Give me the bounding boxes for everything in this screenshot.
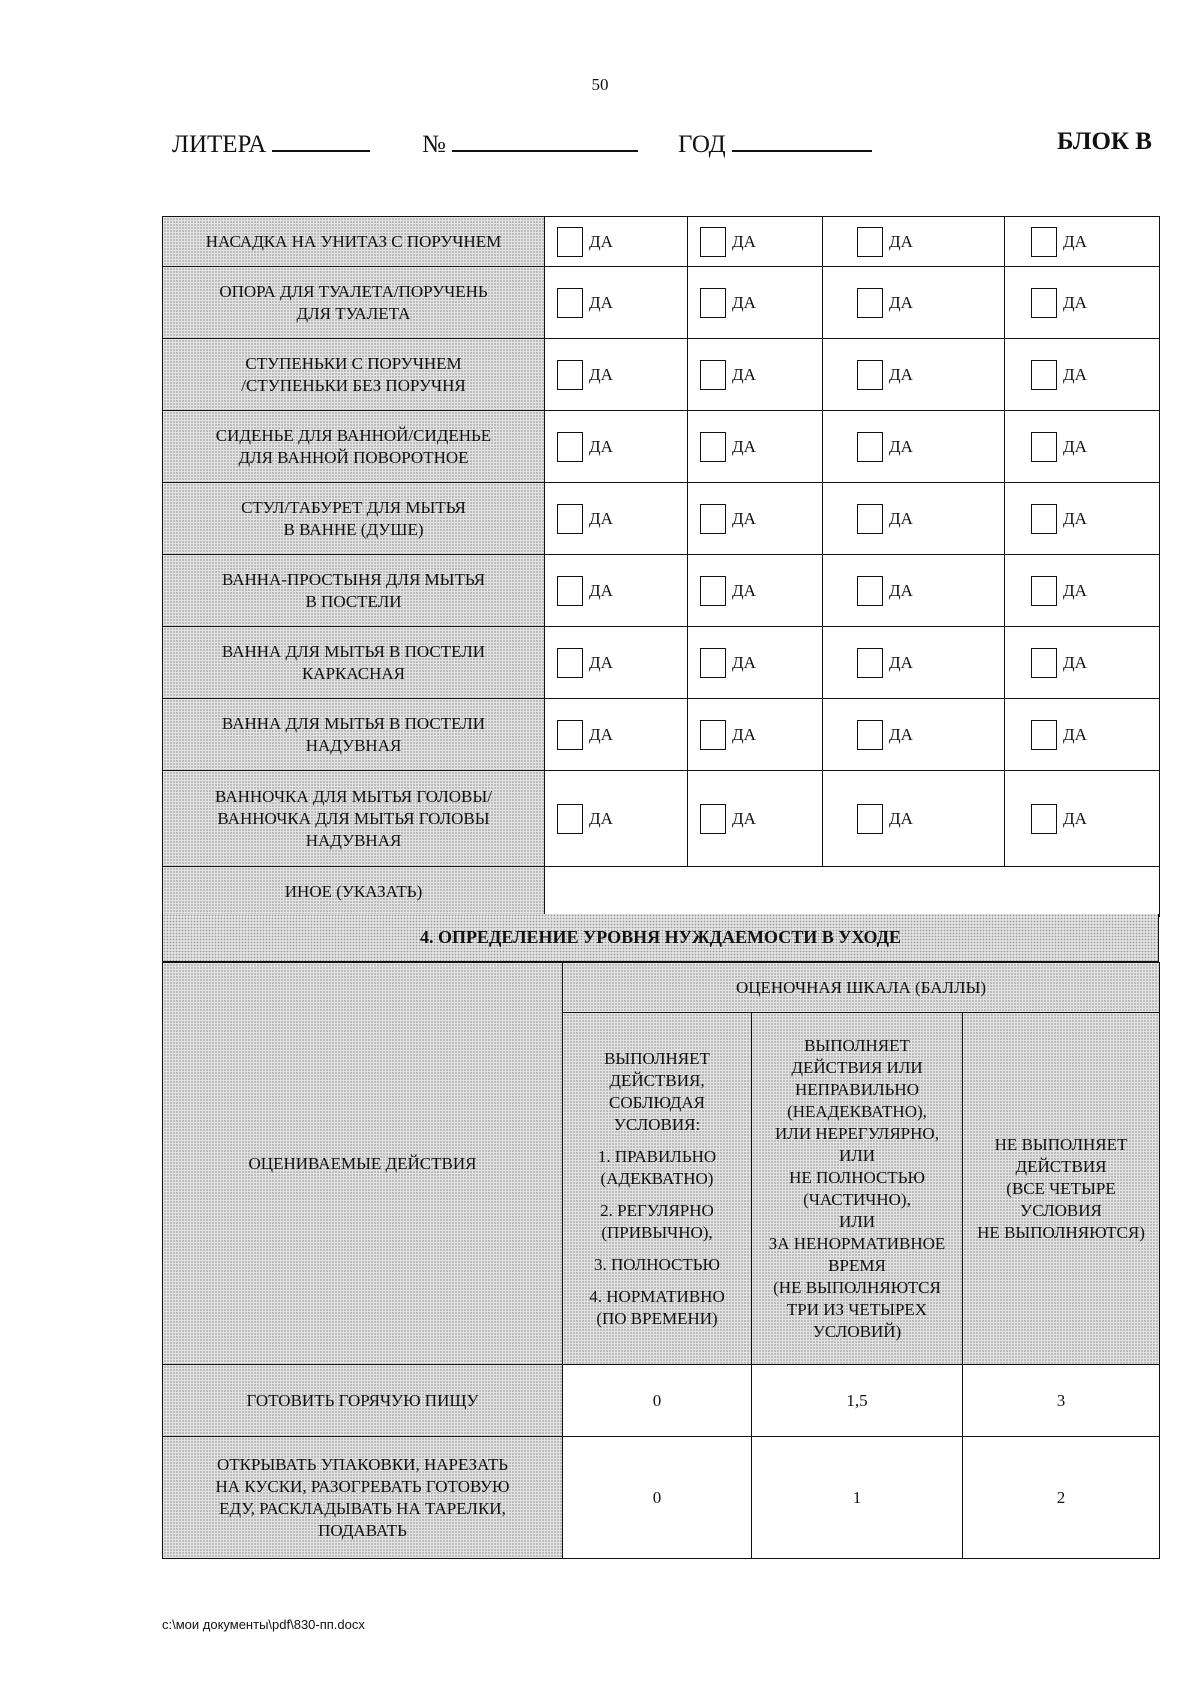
yes-checkbox[interactable] bbox=[700, 227, 726, 257]
aid-option-cell bbox=[545, 339, 688, 411]
aid-option-cell bbox=[1005, 483, 1160, 555]
scale-col-none: НЕ ВЫПОЛНЯЕТ ДЕЙСТВИЯ (ВСЕ ЧЕТЫРЕ УСЛОВИЯ НЕ ВЫПОЛНЯЮТСЯ) bbox=[963, 1013, 1160, 1365]
yes-option[interactable] bbox=[688, 648, 822, 678]
yes-option[interactable] bbox=[688, 804, 822, 834]
aid-row bbox=[163, 339, 1160, 411]
yes-label: ДА bbox=[889, 580, 913, 600]
yes-checkbox[interactable] bbox=[700, 288, 726, 318]
aid-row bbox=[163, 771, 1160, 867]
aid-row bbox=[163, 411, 1160, 483]
yes-label: ДА bbox=[589, 292, 613, 312]
yes-option[interactable] bbox=[823, 504, 1004, 534]
action-label: ГОТОВИТЬ ГОРЯЧУЮ ПИЩУ bbox=[163, 1365, 563, 1437]
aid-option-cell bbox=[545, 771, 688, 867]
yes-checkbox[interactable] bbox=[1031, 432, 1057, 462]
aid-option-cell bbox=[823, 627, 1005, 699]
year-field[interactable] bbox=[732, 128, 872, 152]
yes-option[interactable] bbox=[545, 576, 687, 606]
yes-option[interactable] bbox=[688, 288, 822, 318]
yes-label: ДА bbox=[589, 580, 613, 600]
yes-checkbox[interactable] bbox=[700, 432, 726, 462]
yes-label: ДА bbox=[1063, 231, 1087, 251]
aid-option-cell bbox=[1005, 699, 1160, 771]
yes-option[interactable] bbox=[823, 804, 1004, 834]
yes-option[interactable] bbox=[1005, 504, 1159, 534]
aid-option-cell bbox=[823, 339, 1005, 411]
yes-option[interactable] bbox=[688, 360, 822, 390]
yes-checkbox[interactable] bbox=[857, 288, 883, 318]
yes-checkbox[interactable] bbox=[700, 576, 726, 606]
yes-option[interactable] bbox=[1005, 288, 1159, 318]
yes-label: ДА bbox=[589, 724, 613, 744]
yes-option[interactable] bbox=[823, 288, 1004, 318]
yes-label: ДА bbox=[889, 724, 913, 744]
yes-option[interactable] bbox=[823, 576, 1004, 606]
yes-label: ДА bbox=[889, 652, 913, 672]
yes-label: ДА bbox=[732, 231, 756, 251]
yes-label: ДА bbox=[1063, 652, 1087, 672]
aid-option-cell bbox=[823, 267, 1005, 339]
yes-checkbox[interactable] bbox=[857, 648, 883, 678]
yes-checkbox[interactable] bbox=[1031, 227, 1057, 257]
aid-option-cell bbox=[545, 411, 688, 483]
aid-option-cell bbox=[823, 771, 1005, 867]
aid-option-cell bbox=[1005, 411, 1160, 483]
yes-checkbox[interactable] bbox=[857, 720, 883, 750]
condition-4: 4. НОРМАТИВНО (ПО ВРЕМЕНИ) bbox=[589, 1286, 725, 1328]
yes-checkbox[interactable] bbox=[557, 576, 583, 606]
aid-option-cell bbox=[823, 555, 1005, 627]
actions-header: ОЦЕНИВАЕМЫЕ ДЕЙСТВИЯ bbox=[163, 963, 563, 1365]
yes-option[interactable] bbox=[545, 720, 687, 750]
yes-label: ДА bbox=[732, 652, 756, 672]
yes-option[interactable] bbox=[545, 648, 687, 678]
yes-checkbox[interactable] bbox=[1031, 804, 1057, 834]
number-field[interactable] bbox=[452, 128, 638, 152]
yes-option[interactable] bbox=[1005, 576, 1159, 606]
yes-checkbox[interactable] bbox=[1031, 576, 1057, 606]
yes-option[interactable] bbox=[1005, 227, 1159, 257]
score-cell: 0 bbox=[563, 1437, 752, 1559]
col1-intro: ВЫПОЛНЯЕТ ДЕЙСТВИЯ, СОБЛЮДАЯ УСЛОВИЯ: bbox=[604, 1048, 710, 1134]
yes-option[interactable] bbox=[688, 576, 822, 606]
score-cell: 1 bbox=[752, 1437, 963, 1559]
yes-label: ДА bbox=[1063, 580, 1087, 600]
aid-option-cell bbox=[1005, 267, 1160, 339]
aid-option-cell bbox=[688, 699, 823, 771]
aid-option-cell bbox=[688, 411, 823, 483]
aid-option-cell bbox=[823, 699, 1005, 771]
aid-option-cell bbox=[545, 627, 688, 699]
aid-option-cell bbox=[1005, 217, 1160, 267]
yes-option[interactable] bbox=[545, 504, 687, 534]
yes-checkbox[interactable] bbox=[557, 227, 583, 257]
yes-checkbox[interactable] bbox=[857, 804, 883, 834]
condition-1: 1. ПРАВИЛЬНО (АДЕКВАТНО) bbox=[597, 1146, 717, 1188]
yes-label: ДА bbox=[1063, 808, 1087, 828]
aid-option-cell bbox=[688, 771, 823, 867]
condition-3: 3. ПОЛНОСТЬЮ bbox=[594, 1254, 720, 1274]
yes-label: ДА bbox=[732, 724, 756, 744]
yes-option[interactable] bbox=[688, 227, 822, 257]
aid-option-cell bbox=[545, 267, 688, 339]
yes-label: ДА bbox=[732, 436, 756, 456]
file-path-footer: c:\мои документы\pdf\830-пп.docx bbox=[162, 1617, 365, 1632]
yes-option[interactable] bbox=[823, 648, 1004, 678]
yes-label: ДА bbox=[732, 808, 756, 828]
yes-checkbox[interactable] bbox=[557, 504, 583, 534]
condition-2: 2. РЕГУЛЯРНО (ПРИВЫЧНО), bbox=[600, 1200, 714, 1242]
yes-option[interactable] bbox=[823, 720, 1004, 750]
aid-label: ВАННА-ПРОСТЫНЯ ДЛЯ МЫТЬЯ В ПОСТЕЛИ bbox=[163, 555, 545, 627]
yes-option[interactable] bbox=[1005, 360, 1159, 390]
yes-label: ДА bbox=[589, 808, 613, 828]
action-label: ОТКРЫВАТЬ УПАКОВКИ, НАРЕЗАТЬ НА КУСКИ, РАЗОГРЕВАТЬ ГОТОВУЮ ЕДУ, РАСКЛАДЫВАТЬ НА ТАРЕЛКИ, ПОДАВАТЬ bbox=[163, 1437, 563, 1559]
yes-option[interactable] bbox=[688, 720, 822, 750]
aid-label: СТУПЕНЬКИ С ПОРУЧНЕМ /СТУПЕНЬКИ БЕЗ ПОРУЧНЯ bbox=[163, 339, 545, 411]
yes-label: ДА bbox=[889, 508, 913, 528]
aid-option-cell bbox=[823, 217, 1005, 267]
yes-checkbox[interactable] bbox=[700, 360, 726, 390]
litera-label: ЛИТЕРА bbox=[172, 131, 267, 158]
aid-option-cell bbox=[545, 217, 688, 267]
yes-checkbox[interactable] bbox=[857, 432, 883, 462]
yes-label: ДА bbox=[889, 436, 913, 456]
yes-label: ДА bbox=[1063, 364, 1087, 384]
yes-label: ДА bbox=[1063, 292, 1087, 312]
yes-option[interactable] bbox=[688, 432, 822, 462]
scale-col-full bbox=[563, 1013, 752, 1365]
yes-option[interactable] bbox=[545, 288, 687, 318]
yes-label: ДА bbox=[589, 231, 613, 251]
yes-label: ДА bbox=[1063, 508, 1087, 528]
aid-row bbox=[163, 217, 1160, 267]
aid-label: СИДЕНЬЕ ДЛЯ ВАННОЙ/СИДЕНЬЕ ДЛЯ ВАННОЙ ПОВОРОТНОЕ bbox=[163, 411, 545, 483]
aid-option-cell bbox=[823, 411, 1005, 483]
yes-checkbox[interactable] bbox=[557, 432, 583, 462]
litera-field[interactable] bbox=[272, 128, 370, 152]
yes-checkbox[interactable] bbox=[557, 720, 583, 750]
aid-label: НАСАДКА НА УНИТАЗ С ПОРУЧНЕМ bbox=[163, 217, 545, 267]
yes-checkbox[interactable] bbox=[1031, 504, 1057, 534]
yes-option[interactable] bbox=[1005, 720, 1159, 750]
aid-option-cell bbox=[1005, 771, 1160, 867]
aid-row bbox=[163, 267, 1160, 339]
score-cell: 1,5 bbox=[752, 1365, 963, 1437]
score-cell: 2 bbox=[963, 1437, 1160, 1559]
yes-option[interactable] bbox=[823, 360, 1004, 390]
yes-label: ДА bbox=[589, 364, 613, 384]
aid-option-cell bbox=[688, 627, 823, 699]
aid-option-cell bbox=[545, 699, 688, 771]
aid-label: ВАННА ДЛЯ МЫТЬЯ В ПОСТЕЛИ НАДУВНАЯ bbox=[163, 699, 545, 771]
block-label: БЛОК В bbox=[1056, 128, 1152, 155]
yes-option[interactable] bbox=[1005, 804, 1159, 834]
aids-table bbox=[162, 216, 1160, 917]
other-aid-field[interactable] bbox=[545, 867, 1160, 917]
yes-label: ДА bbox=[589, 436, 613, 456]
score-cell: 0 bbox=[563, 1365, 752, 1437]
aid-row bbox=[163, 699, 1160, 771]
aid-row bbox=[163, 483, 1160, 555]
yes-checkbox[interactable] bbox=[1031, 648, 1057, 678]
yes-option[interactable] bbox=[545, 804, 687, 834]
yes-label: ДА bbox=[732, 508, 756, 528]
scale-header: ОЦЕНОЧНАЯ ШКАЛА (БАЛЛЫ) bbox=[563, 963, 1160, 1013]
yes-option[interactable] bbox=[823, 227, 1004, 257]
section-title: 4. ОПРЕДЕЛЕНИЕ УРОВНЯ НУЖДАЕМОСТИ В УХОДЕ bbox=[162, 914, 1159, 962]
aid-option-cell bbox=[688, 483, 823, 555]
aid-option-cell bbox=[545, 483, 688, 555]
yes-checkbox[interactable] bbox=[1031, 288, 1057, 318]
yes-label: ДА bbox=[732, 580, 756, 600]
yes-checkbox[interactable] bbox=[700, 504, 726, 534]
aid-label: ОПОРА ДЛЯ ТУАЛЕТА/ПОРУЧЕНЬ ДЛЯ ТУАЛЕТА bbox=[163, 267, 545, 339]
aid-row bbox=[163, 627, 1160, 699]
yes-checkbox[interactable] bbox=[857, 360, 883, 390]
yes-checkbox[interactable] bbox=[857, 504, 883, 534]
aid-option-cell bbox=[1005, 627, 1160, 699]
number-label: № bbox=[422, 131, 446, 158]
yes-label: ДА bbox=[889, 292, 913, 312]
yes-option[interactable] bbox=[545, 432, 687, 462]
yes-label: ДА bbox=[889, 364, 913, 384]
yes-option[interactable] bbox=[545, 227, 687, 257]
other-aid-label: ИНОЕ (УКАЗАТЬ) bbox=[163, 867, 545, 917]
yes-label: ДА bbox=[732, 364, 756, 384]
aid-row bbox=[163, 555, 1160, 627]
yes-checkbox[interactable] bbox=[700, 804, 726, 834]
yes-checkbox[interactable] bbox=[857, 227, 883, 257]
year-label: ГОД bbox=[678, 131, 726, 158]
yes-label: ДА bbox=[732, 292, 756, 312]
yes-checkbox[interactable] bbox=[557, 648, 583, 678]
aid-option-cell bbox=[688, 267, 823, 339]
yes-option[interactable] bbox=[545, 360, 687, 390]
document-header bbox=[172, 128, 1152, 162]
yes-option[interactable] bbox=[688, 504, 822, 534]
yes-checkbox[interactable] bbox=[557, 360, 583, 390]
yes-label: ДА bbox=[1063, 436, 1087, 456]
aid-option-cell bbox=[688, 555, 823, 627]
scale-col-partial: ВЫПОЛНЯЕТ ДЕЙСТВИЯ ИЛИ НЕПРАВИЛЬНО (НЕАДЕКВАТНО), ИЛИ НЕРЕГУЛЯРНО, ИЛИ НЕ ПОЛНОСТЬЮ (ЧАСТИЧНО), ИЛИ ЗА НЕНОРМАТИВНОЕ ВРЕМЯ (НЕ ВЫПОЛНЯЮТСЯ ТРИ ИЗ ЧЕТЫРЕХ УСЛОВИЙ) bbox=[752, 1013, 963, 1365]
yes-checkbox[interactable] bbox=[857, 576, 883, 606]
yes-label: ДА bbox=[589, 652, 613, 672]
yes-option[interactable] bbox=[823, 432, 1004, 462]
yes-checkbox[interactable] bbox=[557, 288, 583, 318]
aid-label: ВАННА ДЛЯ МЫТЬЯ В ПОСТЕЛИ КАРКАСНАЯ bbox=[163, 627, 545, 699]
aid-option-cell bbox=[823, 483, 1005, 555]
aid-option-cell bbox=[688, 217, 823, 267]
yes-label: ДА bbox=[889, 808, 913, 828]
aid-option-cell bbox=[1005, 555, 1160, 627]
yes-checkbox[interactable] bbox=[1031, 720, 1057, 750]
yes-label: ДА bbox=[1063, 724, 1087, 744]
aid-label: ВАННОЧКА ДЛЯ МЫТЬЯ ГОЛОВЫ/ ВАННОЧКА ДЛЯ МЫТЬЯ ГОЛОВЫ НАДУВНАЯ bbox=[163, 771, 545, 867]
aid-option-cell bbox=[545, 555, 688, 627]
aid-option-cell bbox=[688, 339, 823, 411]
aid-option-cell bbox=[1005, 339, 1160, 411]
score-cell: 3 bbox=[963, 1365, 1160, 1437]
page-number: 50 bbox=[591, 75, 609, 94]
yes-checkbox[interactable] bbox=[1031, 360, 1057, 390]
yes-checkbox[interactable] bbox=[557, 804, 583, 834]
care-need-table bbox=[162, 962, 1160, 1559]
yes-option[interactable] bbox=[1005, 648, 1159, 678]
yes-checkbox[interactable] bbox=[700, 720, 726, 750]
yes-option[interactable] bbox=[1005, 432, 1159, 462]
yes-label: ДА bbox=[589, 508, 613, 528]
aid-label: СТУЛ/ТАБУРЕТ ДЛЯ МЫТЬЯ В ВАННЕ (ДУШЕ) bbox=[163, 483, 545, 555]
yes-label: ДА bbox=[889, 231, 913, 251]
yes-checkbox[interactable] bbox=[700, 648, 726, 678]
